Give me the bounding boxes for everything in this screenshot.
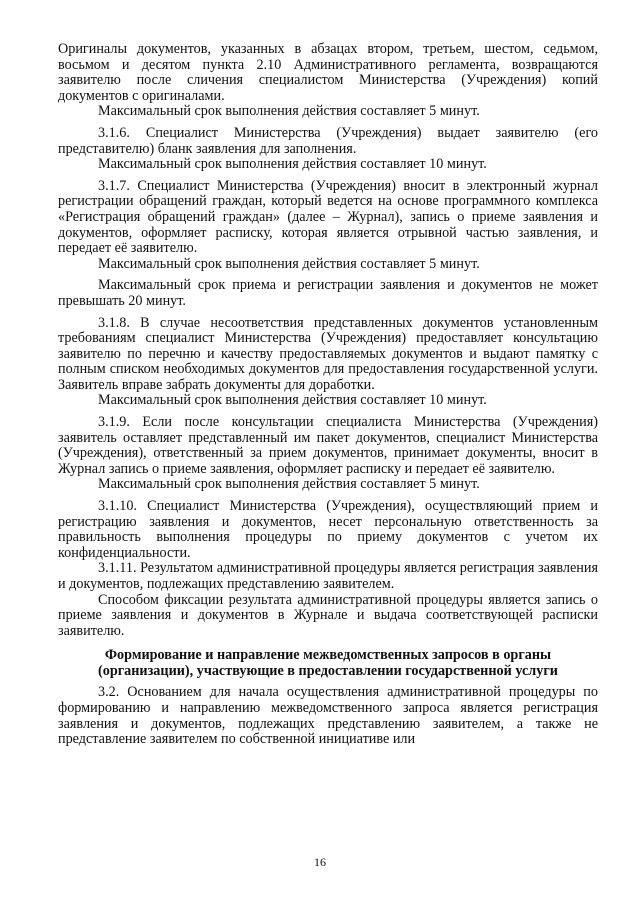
paragraph: 3.1.10. Специалист Министерства (Учреждения), осуществляющий прием и регистрацию заявления и документов, несет персональную ответственность за правильность выполнения процедуры по приему документов с учетом их конфиденциальности.	[58, 498, 598, 561]
paragraph: Максимальный срок выполнения действия составляет 10 минут.	[98, 156, 487, 173]
paragraph: 3.1.11. Результатом административной процедуры является регистрация заявления и документов, подлежащих представлению заявителем.	[58, 560, 598, 592]
section-heading: Формирование и направление межведомственных запросов в органы (организации), участвующие в предоставлении государственной услуги	[98, 647, 558, 680]
document-page	[58, 42, 598, 748]
paragraph: Максимальный срок выполнения действия составляет 5 минут.	[98, 476, 480, 493]
paragraph: Максимальный срок приема и регистрации заявления и документов не может превышать 20 минут.	[58, 277, 598, 309]
page-number: 16	[314, 855, 326, 869]
paragraph: Способом фиксации результата административной процедуры является запись о приеме заявления и документов в Журнале и выдача соответствующей расписки заявителю.	[58, 591, 598, 639]
paragraph: Оригиналы документов, указанных в абзацах втором, третьем, шестом, седьмом, восьмом и десятом пункта 2.10 Административного регламента, возвращаются заявителю после сличения специалистом Министерства (Учреждения) копий документов с оригиналами.	[58, 41, 598, 104]
paragraph: 3.1.9. Если после консультации специалиста Министерства (Учреждения) заявитель оставляет представленный им пакет документов, специалист Министерства (Учреждения), ответственный за прием документов, принимает документы, вносит в Журнал запись о приеме заявления, оформляет расписку и передает её заявителю.	[58, 414, 598, 477]
paragraph: 3.2. Основанием для начала осуществления административной процедуры по формированию и направлению межведомственного запроса является регистрация заявления и документов, подлежащих представлению заявителем, а также не представление заявителем по собственной инициативе или	[58, 684, 598, 748]
paragraph: Максимальный срок выполнения действия составляет 10 минут.	[98, 392, 487, 409]
paragraph: 3.1.6. Специалист Министерства (Учреждения) выдает заявителю (его представителю) бланк заявления для заполнения.	[58, 124, 598, 157]
paragraph: Максимальный срок выполнения действия составляет 5 минут.	[98, 103, 480, 120]
paragraph: 3.1.8. В случае несоответствия представленных документов установленным требованиям специалист Министерства (Учреждения) предоставляет консультацию заявителю по перечню и качеству предоставляемых документов и выдают памятку с полным списком необходимых документов для предоставления государственной услуги. Заявитель вправе забрать документы для доработки.	[58, 314, 598, 393]
paragraph: Максимальный срок выполнения действия составляет 5 минут.	[98, 255, 480, 272]
paragraph: 3.1.7. Специалист Министерства (Учреждения) вносит в электронный журнал регистрации обращений граждан, который ведется на основе программного комплекса «Регистрация обращений граждан» (далее – Журнал), запись о приеме заявления и документов, оформляет расписку, которая является отрывной частью заявления, и передает её заявителю.	[58, 177, 598, 257]
